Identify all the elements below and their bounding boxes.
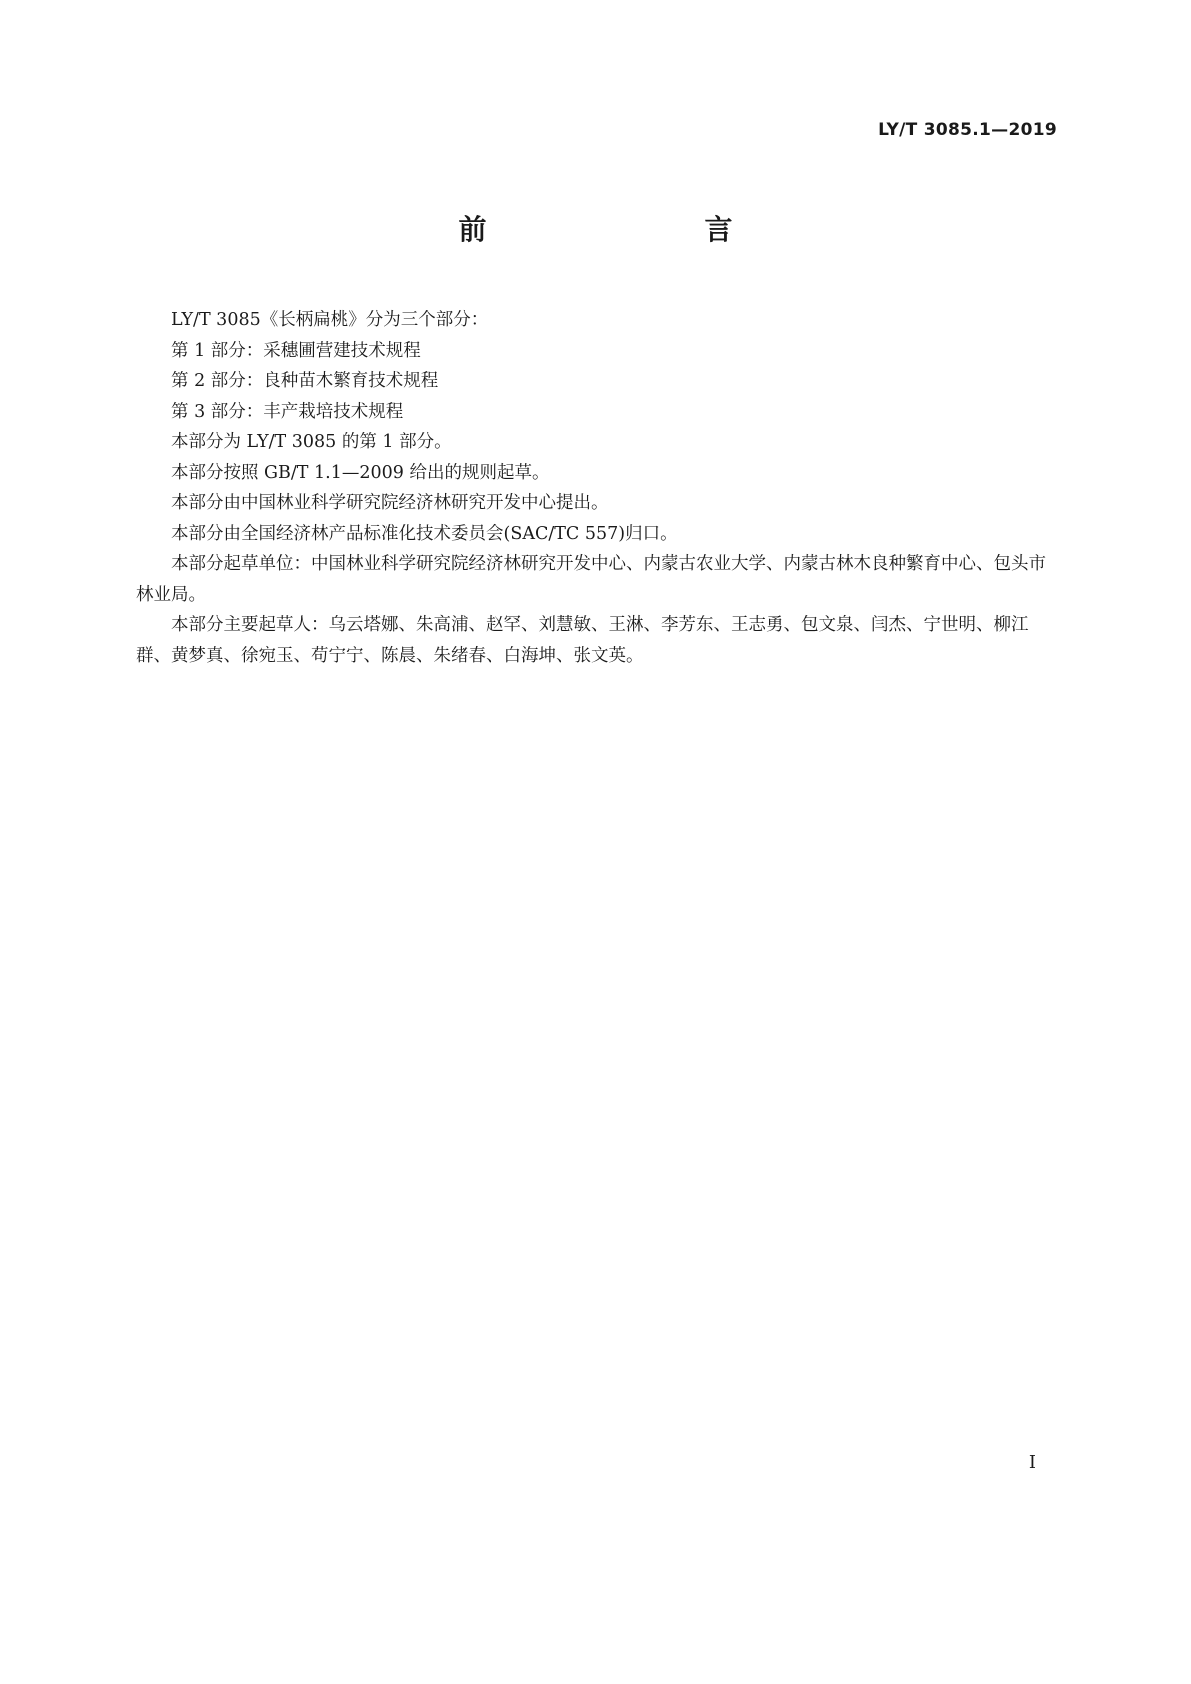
paragraph-part-1: 第 1 部分：采穗圃营建技术规程 [171, 340, 421, 361]
paragraph-drafting-units: 本部分起草单位：中国林业科学研究院经济林研究开发中心、内蒙古农业大学、内蒙古林木良种繁育中心、包头市林业局。 [136, 554, 1046, 605]
paragraph-drafters: 本部分主要起草人：乌云塔娜、朱高浦、赵罕、刘慧敏、王淋、李芳东、王志勇、包文泉、闫杰、宁世明、柳江群、黄梦真、徐宛玉、苟宁宁、陈晨、朱绪春、白海坤、张文英。 [136, 615, 1029, 666]
paragraph-proposer: 本部分由中国林业科学研究院经济林研究开发中心提出。 [171, 493, 609, 513]
paragraph-part-2: 第 2 部分：良种苗木繁育技术规程 [171, 371, 439, 391]
page-title: 前 言 [458, 213, 787, 246]
standard-code: LY/T 3085.1—2019 [878, 120, 1057, 140]
paragraph-parts-intro: LY/T 3085《长柄扁桃》分为三个部分： [171, 310, 489, 330]
paragraph-drafting-rules: 本部分按照 GB/T 1.1—2009 给出的规则起草。 [171, 462, 550, 483]
paragraph-part-3: 第 3 部分：丰产栽培技术规程 [171, 401, 404, 422]
page-number: I [1028, 1452, 1036, 1473]
foreword-body [136, 305, 1056, 671]
paragraph-committee: 本部分由全国经济林产品标准化技术委员会(SAC/TC 557)归口。 [171, 523, 678, 544]
paragraph-this-part: 本部分为 LY/T 3085 的第 1 部分。 [171, 432, 452, 452]
